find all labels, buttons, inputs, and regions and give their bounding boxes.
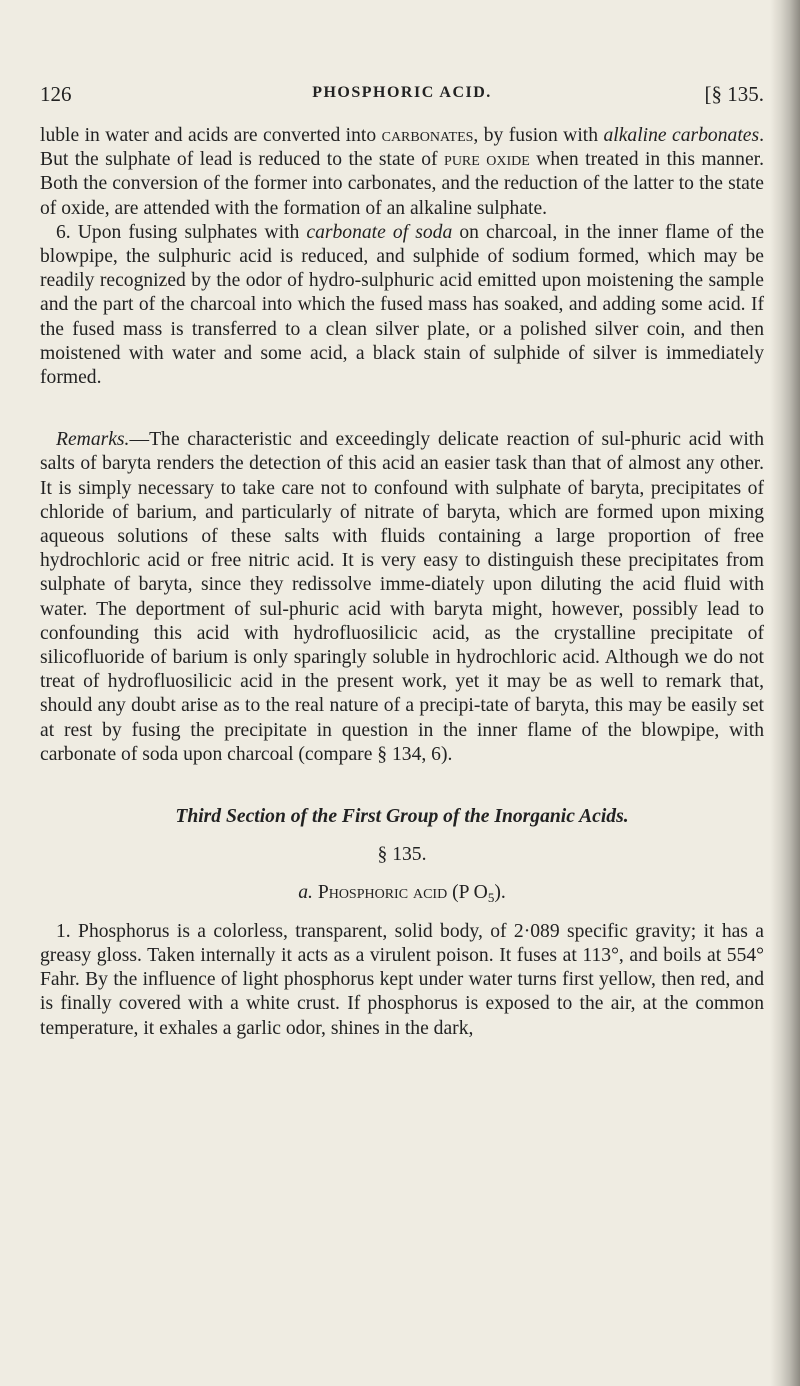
page-edge-shadow [770, 0, 800, 1386]
page-header [40, 82, 764, 110]
body-text [40, 124, 764, 1041]
paragraph-carbonates: luble in water and acids are converted into carbonates, by fusion with alkaline carbonates. But the sulphate of lead is reduced to the state of pure oxide when treated in this manner. Both the conversion of the former into carbonates, and the reduction of the latter to the state of oxide, are attended with the formation of an alkaline sulphate. [40, 125, 764, 219]
remarks-label: Remarks. [56, 429, 130, 451]
section-number: § 135. [377, 844, 427, 866]
paragraph-phosphorus: 1. Phosphorus is a colorless, transparent, solid body, of 2·089 specific gravity; it has a greasy gloss. Taken internally it acts as a virulent poison. It fuses at 113°, and boils at 554° Fahr. By the influence of light phosphorus kept under water turns first yellow, then red, and is finally covered with a white crust. If phosphorus is exposed to the air, at the common temperature, it exhales a garlic odor, shines in the dark, [40, 920, 764, 1039]
running-title: PHOSPHORIC ACID. [312, 84, 492, 101]
section-heading: Third Section of the First Group of the Inorganic Acids. [175, 806, 629, 828]
section-reference: [§ 135. [704, 82, 764, 106]
page-number: 126 [40, 82, 72, 106]
paragraph-6: 6. Upon fusing sulphates with carbonate of soda on charcoal, in the inner flame of the blowpipe, the sulphuric acid is reduced, and sulphide of sodium formed, which may be readily recognized by the odor of hydro-sulphuric acid emitted upon moistening the sample and the part of the charcoal into which the fused mass has soaked, and adding some acid. If the fused mass is transferred to a clean silver plate, or a polished silver coin, and then moistened with water and some acid, a black stain of sulphide of silver is immediately formed. [40, 221, 765, 389]
acid-title: a. Phosphoric acid (P $O_5$). [298, 882, 506, 906]
paragraph-remarks: Remarks.—The characteristic and exceedingly delicate reaction of sul-phuric acid with salts of baryta renders the detection of this acid an easier task than that of almost any other. It is simply necessary to take care not to confound with sulphate of baryta, precipitates of chloride of barium, and particularly of nitrate of baryta, which are formed upon mixing aqueous solutions of these salts with fluids containing a large proportion of free hydrochloric acid or free nitric acid. It is very easy to distinguish these precipitates from sulphate of baryta, since they redissolve imme-diately upon diluting the acid fluid with water. The deportment of sul-phuric acid with baryta might, however, possibly lead to confounding this acid with hydrofluosilicic acid, as the crystalline precipitate of silicofluoride of barium is only sparingly soluble in hydrochloric acid. Although we do not treat of hydrofluosilicic acid in the present work, yet it may be as well to remark that, should any doubt arise as to the real nature of a precipi-tate of baryta, this may be easily set at rest by fusing the precipitate in question in the inner flame of the blowpipe, with carbonate of soda upon charcoal (compare § 134, 6). [40, 429, 764, 765]
